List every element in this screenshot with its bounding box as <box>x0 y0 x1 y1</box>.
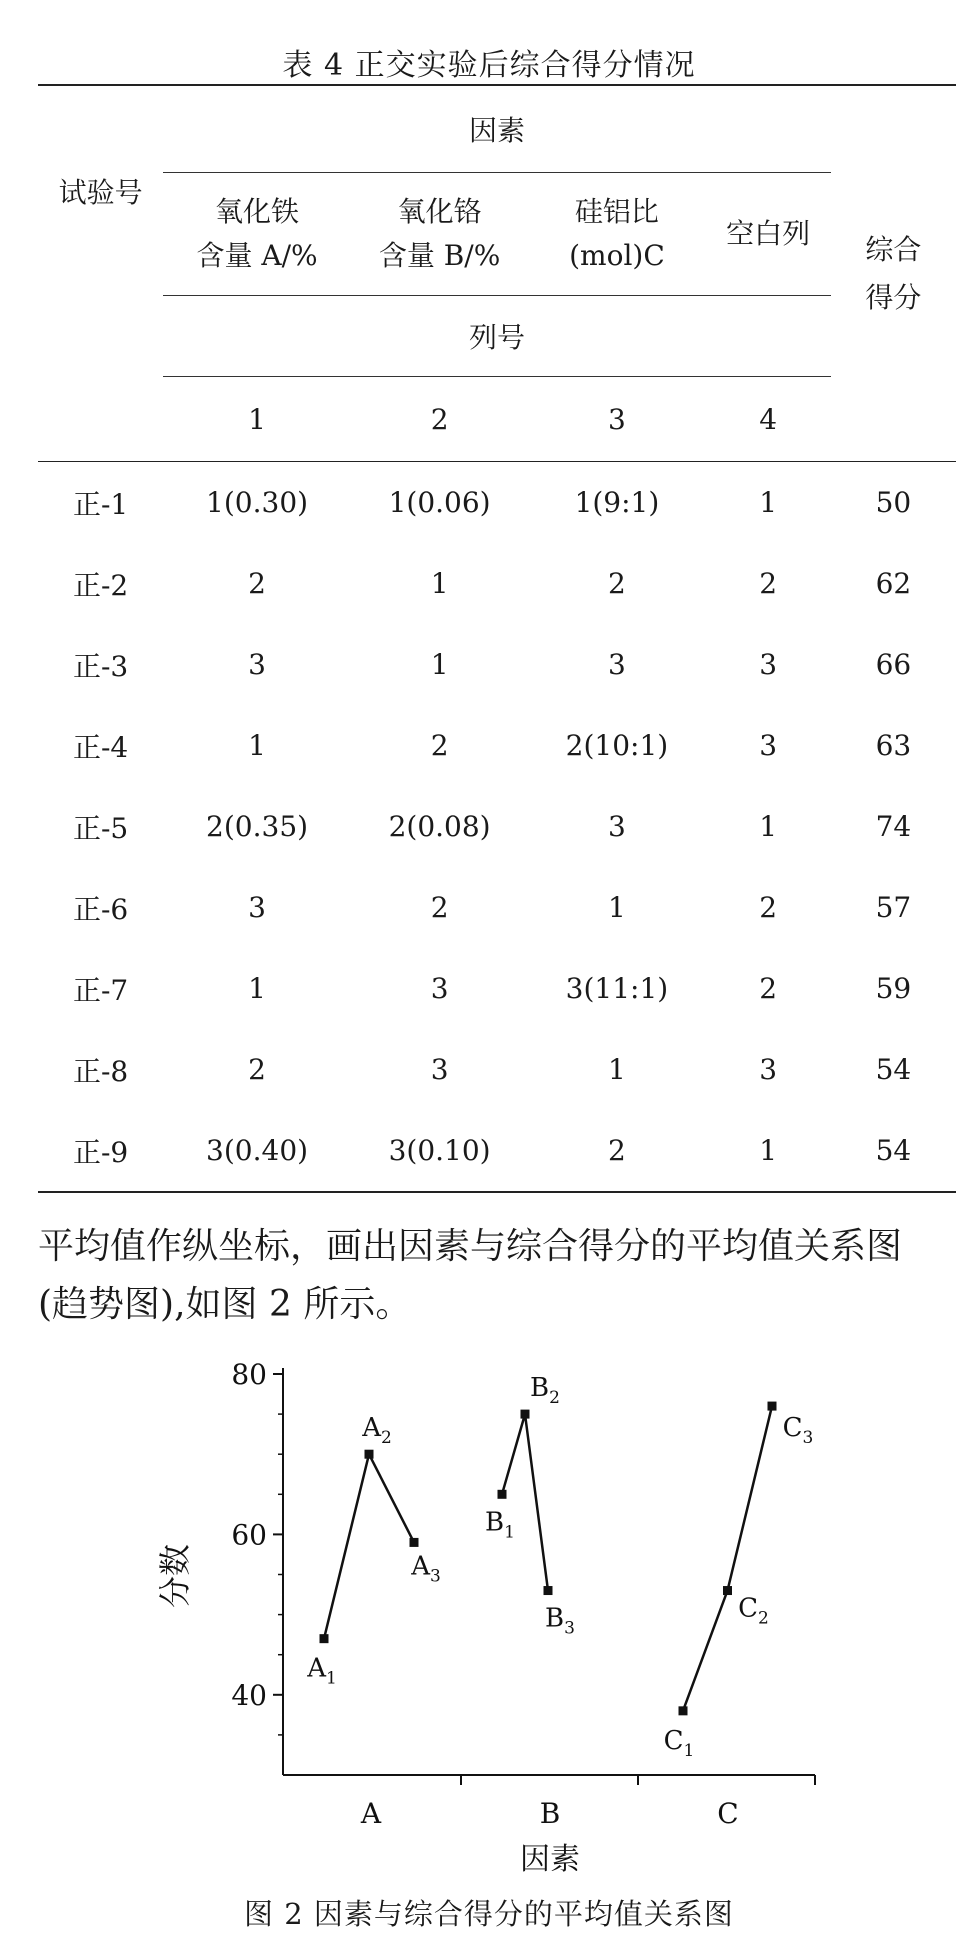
point-label-subscript: 1 <box>325 1668 337 1689</box>
table-cell: 正-8 <box>72 1054 129 1088</box>
point-label-subscript: 3 <box>802 1428 814 1449</box>
score-header-line2: 得分 <box>865 280 922 314</box>
factor-a-header <box>163 173 351 296</box>
col-number-4: 4 <box>759 402 778 436</box>
point-label <box>545 1604 575 1639</box>
table-row <box>38 705 956 786</box>
table-cell: 1(9:1) <box>574 486 660 519</box>
table-cell: 正-3 <box>72 649 129 683</box>
data-point <box>679 1706 688 1715</box>
table-cell: 3 <box>248 648 266 681</box>
empty-cell <box>38 296 163 377</box>
point-label-letter: A <box>307 1653 326 1684</box>
factor-c-line1: 硅铝比 <box>574 195 659 228</box>
table-row <box>38 786 956 867</box>
data-point <box>521 1410 530 1419</box>
table-cell: 62 <box>875 567 912 600</box>
point-label-subscript: 2 <box>380 1428 392 1449</box>
table-cell: 1 <box>759 486 778 519</box>
table-cell: 2 <box>608 1134 626 1167</box>
table-cell: 3 <box>608 648 626 681</box>
series-line <box>502 1414 548 1590</box>
x-tick-label: C <box>717 1797 739 1830</box>
table-cell: 1 <box>759 810 778 843</box>
point-label <box>306 1654 337 1689</box>
table-cell: 正-6 <box>72 892 129 926</box>
table-cell: 正-4 <box>72 730 129 764</box>
point-label-subscript: 3 <box>564 1618 575 1639</box>
table-cell: 1 <box>430 567 449 600</box>
table-cell: 3(0.10) <box>388 1134 491 1167</box>
table-cell: 正-2 <box>72 568 129 602</box>
point-label-letter: A <box>411 1551 430 1582</box>
y-tick-label: 40 <box>231 1678 267 1712</box>
point-label-subscript: 1 <box>683 1740 695 1761</box>
figure-caption: 图 2 因素与综合得分的平均值关系图 <box>244 1897 734 1931</box>
x-tick-label: A <box>360 1797 382 1830</box>
table-cell: 3 <box>608 810 626 843</box>
col-number-3: 3 <box>608 402 626 436</box>
table-cell: 2 <box>430 891 449 924</box>
table-row <box>38 1029 956 1110</box>
point-label <box>664 1726 695 1761</box>
column-no-header: 列号 <box>163 296 831 377</box>
table-row <box>38 867 956 948</box>
y-tick-label: 60 <box>231 1518 267 1552</box>
data-point <box>498 1490 507 1499</box>
table-cell: 57 <box>875 891 912 924</box>
score-header-line1: 综合 <box>865 232 922 266</box>
table-cell: 63 <box>875 729 912 762</box>
table-row <box>38 1110 956 1192</box>
data-point <box>723 1586 732 1595</box>
table-cell: 50 <box>875 486 912 519</box>
table-cell: 3(0.40) <box>206 1134 309 1167</box>
table-cell: 2(0.35) <box>206 810 309 843</box>
table-title: 表 4 正交实验后综合得分情况 <box>282 48 696 83</box>
series-line <box>324 1454 414 1638</box>
table-cell: 2 <box>759 567 778 600</box>
table-cell: 54 <box>875 1134 912 1167</box>
table-cell: 1 <box>430 648 449 681</box>
point-label <box>783 1413 814 1448</box>
table-cell: 2 <box>608 567 626 600</box>
factor-c-header <box>528 173 705 296</box>
table-cell: 2(0.08) <box>388 810 491 843</box>
table-cell: 3 <box>759 648 778 681</box>
factor-b-header <box>351 173 528 296</box>
point-label <box>530 1373 560 1408</box>
table-cell: 3 <box>430 972 449 1005</box>
table-cell: 3 <box>759 1053 778 1086</box>
table-cell: 正-7 <box>72 973 129 1007</box>
table-cell: 74 <box>875 810 912 843</box>
point-label-letter: C <box>782 1413 803 1444</box>
table-row <box>38 543 956 624</box>
data-point <box>320 1634 329 1643</box>
table-cell: 正-1 <box>72 487 129 521</box>
col-number-1: 1 <box>248 402 266 436</box>
point-label-subscript: 2 <box>758 1608 769 1629</box>
table-body <box>38 462 956 1193</box>
table-cell: 1(0.06) <box>388 486 491 519</box>
table-cell: 66 <box>875 648 912 681</box>
trend-chart <box>0 1350 978 1880</box>
point-label-letter: C <box>738 1593 759 1624</box>
table-row <box>38 948 956 1029</box>
table-cell: 1 <box>248 972 266 1005</box>
y-axis-label: 分数 <box>156 1543 194 1609</box>
y-tick-label: 80 <box>231 1358 267 1391</box>
table-cell: 59 <box>875 972 912 1005</box>
factor-a-line2: 含量 A/% <box>196 239 318 272</box>
table-cell: 2(10:1) <box>565 729 669 762</box>
table-cell: 2 <box>248 1053 266 1086</box>
data-point <box>365 1450 374 1459</box>
paragraph-line-1: 平均值作纵坐标，画出因素与综合得分的平均值关系图 <box>38 1226 903 1267</box>
col-number-2: 2 <box>430 402 449 436</box>
table-cell: 3 <box>430 1053 449 1086</box>
x-axis-label: 因素 <box>520 1842 580 1877</box>
table-cell: 1 <box>608 891 626 924</box>
factor-b-line2: 含量 B/% <box>378 239 501 272</box>
point-label-letter: B <box>545 1603 565 1634</box>
data-point <box>768 1402 777 1411</box>
table-row <box>38 462 956 544</box>
point-label-letter: C <box>663 1725 684 1756</box>
point-label <box>410 1551 441 1586</box>
factors-header: 因素 <box>163 85 831 173</box>
table-row <box>38 624 956 705</box>
table-cell: 正-5 <box>72 811 129 845</box>
x-tick-label: B <box>539 1797 561 1830</box>
empty-cell <box>38 377 163 462</box>
table-cell: 1 <box>759 1134 778 1167</box>
point-label-subscript: 3 <box>429 1566 441 1587</box>
factor-c-line2: (mol)C <box>569 239 665 272</box>
table-cell: 3 <box>248 891 266 924</box>
trial-no-header: 试验号 <box>58 175 143 209</box>
table-cell: 正-9 <box>72 1135 129 1169</box>
paragraph-line-2: (趋势图),如图 2 所示。 <box>38 1284 412 1325</box>
factor-b-line1: 氧化铬 <box>397 195 482 228</box>
blank-column-header: 空白列 <box>706 173 831 296</box>
data-point <box>544 1586 553 1595</box>
table-cell: 3(11:1) <box>565 972 669 1005</box>
point-label <box>738 1594 769 1629</box>
point-label <box>485 1507 515 1542</box>
body-paragraph <box>38 1218 958 1334</box>
score-header <box>831 85 956 462</box>
series-line <box>683 1406 772 1711</box>
point-label-letter: A <box>362 1413 381 1444</box>
factor-a-line1: 氧化铁 <box>215 195 300 228</box>
point-label-subscript: 2 <box>549 1388 560 1409</box>
table-cell: 3 <box>759 729 778 762</box>
table-cell: 54 <box>875 1053 912 1086</box>
point-label-letter: B <box>530 1373 550 1404</box>
point-label-subscript: 1 <box>504 1522 515 1543</box>
table-cell: 1 <box>248 729 266 762</box>
table-cell: 2 <box>759 891 778 924</box>
point-label-letter: B <box>485 1507 505 1538</box>
data-point <box>410 1538 419 1547</box>
table-cell: 1(0.30) <box>206 486 309 519</box>
table-cell: 2 <box>759 972 778 1005</box>
chart-area <box>0 1350 978 1880</box>
table-cell: 2 <box>430 729 449 762</box>
table-cell: 1 <box>608 1053 626 1086</box>
point-label <box>361 1413 392 1448</box>
table-cell: 2 <box>248 567 266 600</box>
orthogonal-table <box>38 84 956 1193</box>
